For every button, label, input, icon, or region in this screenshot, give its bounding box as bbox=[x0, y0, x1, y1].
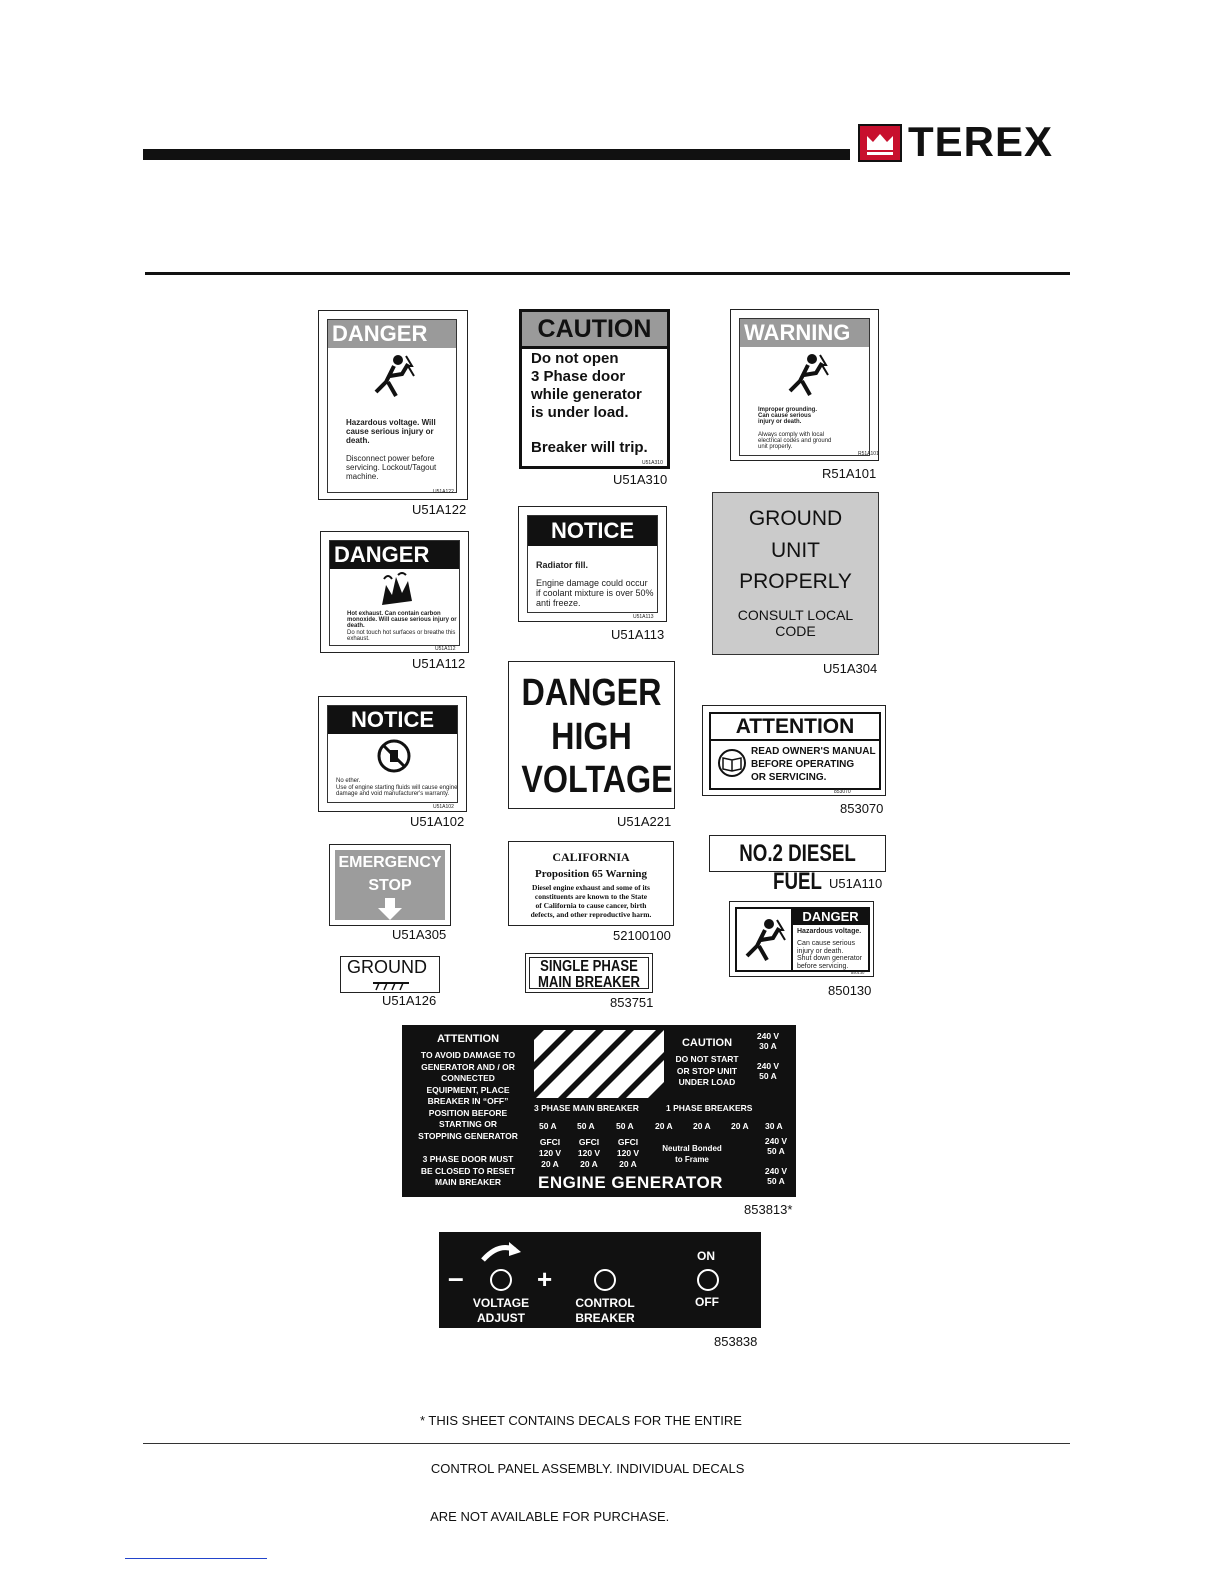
decal-line: SINGLE PHASE bbox=[540, 958, 638, 975]
decal-code: U51A122 bbox=[412, 502, 467, 517]
footnote-line: ARE NOT AVAILABLE FOR PURCHASE. bbox=[420, 1509, 670, 1524]
decal-line: HIGH bbox=[551, 716, 632, 758]
decal-code: 850130 bbox=[828, 983, 872, 998]
decal-853070 bbox=[702, 705, 886, 796]
decal-r51a101 bbox=[730, 309, 879, 461]
rotate-arrow-icon bbox=[479, 1240, 521, 1262]
panel-line: CONNECTED bbox=[441, 1073, 495, 1083]
panel-line: MAIN BREAKER bbox=[434, 1177, 502, 1187]
rating-1 bbox=[748, 1031, 788, 1051]
decal-header: NOTICE bbox=[328, 706, 457, 734]
panel-line: STARTING OR bbox=[439, 1119, 497, 1129]
voltage-adjust-label bbox=[463, 1296, 539, 1326]
panel-line: UNDER LOAD bbox=[678, 1077, 736, 1087]
section-rule bbox=[145, 272, 1070, 275]
amp-label: 50 A bbox=[539, 1121, 557, 1131]
decal-code: 52100100 bbox=[613, 928, 671, 943]
rating-volts: 240 V bbox=[764, 1166, 788, 1176]
decal-text-1: No ether. bbox=[336, 778, 361, 784]
amp-label: 20 A bbox=[693, 1121, 711, 1131]
rating-3 bbox=[756, 1136, 796, 1156]
control-breaker-label bbox=[567, 1296, 643, 1326]
control-breaker-icon[interactable] bbox=[593, 1268, 617, 1292]
decal-code: R51A101 bbox=[822, 466, 877, 481]
electric-shock-icon bbox=[784, 351, 830, 399]
decal-line: MAIN BREAKER bbox=[537, 974, 641, 991]
rating-4 bbox=[756, 1166, 796, 1186]
panel-line: BREAKER IN “OFF” bbox=[427, 1096, 509, 1106]
decal-text-1: Radiator fill. bbox=[536, 560, 589, 570]
attention-title: ATTENTION bbox=[436, 1033, 500, 1045]
decal-text-2: Always comply with local electrical codes and ground unit properly. bbox=[758, 432, 832, 450]
footnote-line: * THIS SHEET CONTAINS DECALS FOR THE ENTIRE bbox=[420, 1413, 742, 1428]
decal-line: of California to cause cancer, birth bbox=[535, 901, 647, 910]
label-line: CONTROL bbox=[575, 1296, 635, 1310]
decal-code: 853070 bbox=[840, 801, 884, 816]
decal-line: is under load. bbox=[531, 404, 629, 421]
decal-code: U51A113 bbox=[611, 627, 665, 642]
decal-line: Shut down generator bbox=[797, 955, 862, 962]
panel-line: POSITION BEFORE bbox=[428, 1107, 508, 1118]
rating-amps: 50 A bbox=[767, 1146, 785, 1156]
header-rule bbox=[143, 149, 850, 160]
minus-sign: – bbox=[448, 1262, 464, 1293]
rating-amps: 50 A bbox=[759, 1071, 777, 1081]
one-phase-label: 1 PHASE BREAKERS bbox=[666, 1103, 753, 1113]
arrow-down-icon bbox=[378, 898, 402, 920]
voltage-adjust-knob-icon[interactable] bbox=[489, 1268, 513, 1292]
panel-line: TO AVOID DAMAGE TO bbox=[420, 1050, 516, 1060]
panel-line: BE CLOSED TO RESET bbox=[420, 1165, 516, 1176]
decal-line: UNIT bbox=[771, 539, 820, 562]
decal-code: 853751 bbox=[610, 995, 654, 1010]
hazard-stripes bbox=[534, 1030, 664, 1098]
decal-853838 bbox=[439, 1232, 761, 1328]
decal-text-2: Use of engine starting fluids will cause engine damage and void manufacturer's warranty. bbox=[336, 785, 458, 797]
decal-code: U51A304 bbox=[823, 661, 878, 676]
footer-link-underline bbox=[125, 1558, 267, 1559]
decal-header: NOTICE bbox=[528, 516, 657, 546]
caution-body bbox=[668, 1054, 746, 1089]
decal-text-2: Engine damage could occur if coolant mixture is over 50% anti freeze. bbox=[536, 578, 654, 608]
amp-label: 20 A bbox=[731, 1121, 749, 1131]
panel-line: to Frame bbox=[675, 1155, 709, 1164]
decal-line: CONSULT LOCAL bbox=[737, 607, 854, 623]
amp-label: 20 A bbox=[655, 1121, 673, 1131]
ground-symbol-icon bbox=[371, 980, 411, 992]
decal-line: Can cause serious bbox=[797, 940, 855, 947]
decal-small-code: 853070 bbox=[834, 789, 851, 795]
footnote bbox=[420, 1381, 744, 1541]
label-line: ADJUST bbox=[476, 1311, 525, 1325]
decal-header: DANGER bbox=[793, 909, 868, 925]
electric-shock-icon bbox=[741, 916, 787, 964]
decal-line: defects, and other reproductive harm. bbox=[530, 910, 652, 919]
decal-line: 3 Phase door bbox=[531, 368, 626, 385]
decal-u51a221 bbox=[508, 661, 675, 809]
caution-title: CAUTION bbox=[681, 1037, 733, 1049]
gfci-amps: 20 A bbox=[580, 1159, 598, 1169]
neutral-note bbox=[648, 1143, 736, 1165]
decal-subtitle: Proposition 65 Warning bbox=[534, 868, 648, 880]
crown-logo-icon bbox=[858, 124, 902, 162]
decal-u51a126 bbox=[340, 956, 440, 993]
gfci-2 bbox=[573, 1137, 605, 1170]
decal-body bbox=[509, 883, 673, 919]
decal-line: DANGER bbox=[521, 672, 662, 714]
panel-line: 3 PHASE DOOR MUST bbox=[422, 1154, 514, 1164]
label-line: BREAKER bbox=[575, 1311, 635, 1325]
decal-text: GROUND bbox=[347, 957, 427, 977]
decal-small-code: 850130 bbox=[851, 970, 865, 975]
footer-rule bbox=[143, 1443, 1070, 1444]
decal-line: CODE bbox=[775, 623, 816, 639]
decal-u51a304 bbox=[712, 492, 879, 655]
decal-small-code: U51A122 bbox=[433, 489, 454, 495]
decal-u51a113 bbox=[518, 506, 667, 622]
decal-u51a122 bbox=[318, 310, 468, 500]
panel-line: STOPPING GENERATOR bbox=[418, 1130, 518, 1141]
decal-u51a112 bbox=[320, 531, 469, 653]
decal-small-code: R51A101 bbox=[858, 451, 879, 457]
amp-label: 30 A bbox=[765, 1121, 783, 1131]
three-phase-label: 3 PHASE MAIN BREAKER bbox=[534, 1103, 639, 1113]
decal-line: Diesel engine exhaust and some of its bbox=[532, 883, 650, 892]
gfci-3 bbox=[612, 1137, 644, 1170]
on-off-switch-icon[interactable] bbox=[696, 1268, 720, 1292]
decal-code: U51A310 bbox=[613, 472, 668, 487]
decal-code: 853813* bbox=[744, 1202, 793, 1217]
decal-line: READ OWNER'S MANUAL bbox=[751, 746, 876, 757]
decal-line: constituents are known to the State bbox=[534, 892, 648, 901]
door-body bbox=[402, 1154, 534, 1189]
decal-body bbox=[751, 745, 876, 784]
decal-code: U51A110 bbox=[829, 876, 883, 891]
amp-label: 50 A bbox=[577, 1121, 595, 1131]
decal-code: 853838 bbox=[714, 1334, 758, 1349]
decal-line: Breaker will trip. bbox=[531, 439, 648, 456]
decal-u51a305 bbox=[329, 844, 451, 926]
decal-header: DANGER bbox=[328, 320, 456, 348]
decal-text-1: Hot exhaust. Can contain carbon monoxide. Will cause serious injury or death. bbox=[347, 611, 457, 629]
decal-line: injury or death. bbox=[797, 947, 844, 955]
decal-line: while generator bbox=[531, 386, 642, 403]
terex-logo bbox=[858, 118, 1072, 165]
gfci-amps: 20 A bbox=[541, 1159, 559, 1169]
decal-body bbox=[531, 350, 642, 422]
no-ether-icon bbox=[376, 738, 412, 774]
panel-line: EQUIPMENT, PLACE bbox=[426, 1084, 510, 1095]
decal-code: U51A305 bbox=[392, 927, 447, 942]
electric-shock-icon bbox=[368, 352, 418, 402]
decal-line: STOP bbox=[368, 877, 412, 894]
panel-title: ENGINE GENERATOR bbox=[538, 1173, 723, 1192]
manual-book-icon bbox=[717, 748, 747, 778]
label-line: VOLTAGE bbox=[472, 1296, 530, 1310]
decal-body bbox=[797, 940, 862, 970]
decal-code: U51A112 bbox=[412, 656, 466, 671]
decal-small-code: U51A113 bbox=[633, 614, 654, 620]
amp-label: 50 A bbox=[616, 1121, 634, 1131]
decal-line: VOLTAGE bbox=[521, 759, 673, 801]
gfci-label: GFCI bbox=[578, 1137, 600, 1147]
decal-line: before servicing. bbox=[797, 962, 849, 970]
hot-surface-icon bbox=[378, 571, 418, 607]
plus-sign: + bbox=[537, 1264, 553, 1294]
gfci-1 bbox=[534, 1137, 566, 1170]
panel-line: OR STOP UNIT bbox=[676, 1065, 738, 1076]
rating-volts: 240 V bbox=[756, 1031, 780, 1041]
off-label: OFF bbox=[695, 1295, 719, 1309]
decal-title: CALIFORNIA bbox=[552, 850, 630, 864]
gfci-amps: 20 A bbox=[619, 1159, 637, 1169]
gfci-volts: 120 V bbox=[538, 1148, 562, 1158]
decal-text-1: Improper grounding. Can cause serious injury or death. bbox=[758, 407, 817, 425]
decal-text-1: Hazardous voltage. Will cause serious injury or death. bbox=[346, 418, 436, 445]
decal-header: DANGER bbox=[330, 541, 459, 569]
decal-header: WARNING bbox=[740, 319, 869, 347]
decal-text: NO.2 DIESEL FUEL bbox=[739, 840, 856, 895]
decal-line: OR SERVICING. bbox=[751, 772, 827, 783]
decal-u51a102 bbox=[318, 696, 467, 812]
panel-line: Neutral Bonded bbox=[662, 1144, 722, 1153]
decal-header: CAUTION bbox=[522, 312, 667, 349]
panel-line: DO NOT START bbox=[675, 1054, 739, 1064]
rating-amps: 50 A bbox=[767, 1176, 785, 1186]
decal-line: EMERGENCY bbox=[338, 854, 442, 871]
decal-850130 bbox=[729, 901, 874, 977]
gfci-volts: 120 V bbox=[616, 1148, 640, 1158]
gfci-volts: 120 V bbox=[577, 1148, 601, 1158]
decal-text-1: Hazardous voltage. bbox=[797, 928, 862, 935]
decal-small-code: U51A112 bbox=[435, 646, 456, 652]
decal-text-2: Do not touch hot surfaces or breathe this exhaust. bbox=[347, 630, 456, 642]
decal-853751 bbox=[525, 953, 653, 993]
brand-name: TEREX bbox=[908, 118, 1054, 165]
decal-52100100 bbox=[508, 841, 674, 926]
decal-small-code: U51A102 bbox=[433, 804, 454, 810]
decal-code: U51A102 bbox=[410, 814, 465, 829]
footnote-line: CONTROL PANEL ASSEMBLY. INDIVIDUAL DECALS bbox=[420, 1461, 745, 1476]
rating-volts: 240 V bbox=[756, 1061, 780, 1071]
decal-u51a310 bbox=[519, 309, 670, 469]
gfci-label: GFCI bbox=[539, 1137, 561, 1147]
decal-line: PROPERLY bbox=[739, 570, 852, 593]
panel-line: GENERATOR AND / OR bbox=[421, 1061, 515, 1072]
rating-amps: 30 A bbox=[759, 1041, 777, 1051]
decal-853813 bbox=[402, 1025, 796, 1197]
decal-text-2: Disconnect power before servicing. Lockout/Tagout machine. bbox=[346, 454, 437, 481]
decal-line: BEFORE OPERATING bbox=[751, 759, 855, 770]
decal-header: ATTENTION bbox=[711, 714, 879, 741]
attention-body bbox=[402, 1050, 534, 1142]
gfci-label: GFCI bbox=[617, 1137, 639, 1147]
on-label: ON bbox=[697, 1249, 715, 1263]
decal-code: U51A126 bbox=[382, 993, 437, 1008]
decal-line: Do not open bbox=[531, 350, 619, 367]
decal-line: GROUND bbox=[748, 507, 843, 530]
decal-code: U51A221 bbox=[617, 814, 672, 829]
rating-volts: 240 V bbox=[764, 1136, 788, 1146]
decal-small-code: U51A310 bbox=[642, 460, 663, 466]
rating-2 bbox=[748, 1061, 788, 1081]
